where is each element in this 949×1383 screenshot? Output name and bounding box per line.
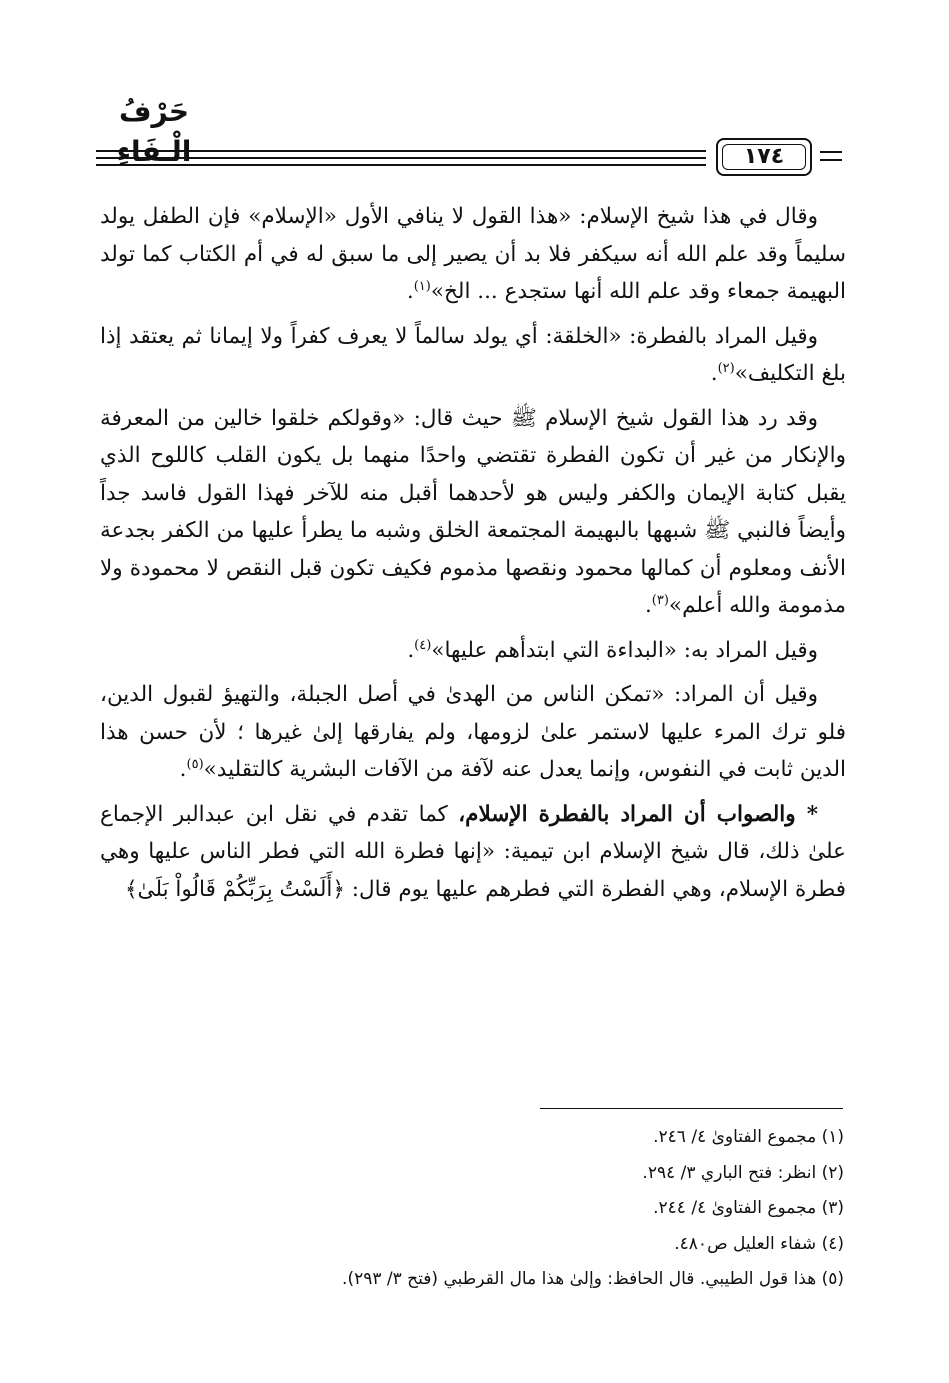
footnote-ref: (٥): [186, 756, 204, 772]
header-rule-tail: [820, 159, 842, 161]
paragraph-text: كما تقدم في نقل ابن عبدالبر الإجماع علىٰ ذلك، قال شيخ الإسلام ابن تيمية: «إنها فطرة الله التي فطر الناس عليها وهي فطرة الإسلام، وهي الفطرة التي فطرهم عليها يوم قال: ﴿أَلَسْتُ بِرَبِّكُمْ قَالُواْ بَلَىٰ﴾: [100, 801, 846, 902]
footnote: (٤) شفاء العليل ص٤٨٠.: [674, 1233, 844, 1254]
paragraph-text: وقيل المراد به: «البداءة التي ابتدأهم عليها»: [431, 637, 818, 663]
footnote-ref: (١): [413, 278, 431, 294]
paragraph: [100, 198, 846, 311]
footnote-ref: (٣): [651, 592, 669, 608]
main-text: [100, 198, 846, 908]
paragraph-text: وقيل المراد بالفطرة: «الخلقة: أي يولد سالماً لا يعرف كفراً ولا إيمانا ثم يعتقد إذا بلغ التكليف»: [100, 323, 846, 386]
header-rule-line: [96, 150, 706, 152]
header-rule-tail: [820, 151, 842, 153]
header-rule-line: [96, 157, 706, 159]
paragraph: [100, 632, 846, 670]
paragraph: [100, 796, 846, 909]
header-rule: [96, 138, 851, 178]
page-number: ١٧٤: [743, 144, 785, 169]
page-number-frame: [716, 138, 812, 176]
footnotes: [100, 1120, 844, 1298]
footnote-divider: [540, 1108, 843, 1109]
footnote-ref: (٤): [414, 637, 432, 653]
paragraph: [100, 400, 846, 625]
paragraph-end: .: [407, 637, 415, 663]
paragraph-end: .: [406, 279, 414, 304]
paragraph: [100, 318, 846, 393]
paragraph-end: .: [179, 757, 187, 782]
header-rule-line: [96, 164, 706, 166]
footnote-ref: (٢): [717, 360, 735, 376]
paragraph-end: .: [644, 593, 652, 618]
chapter-title: حَرْفُ الْـفَاءِ: [116, 95, 192, 168]
paragraph: [100, 676, 846, 789]
footnote: (٢) انظر: فتح الباري ٣/ ٢٩٤.: [642, 1162, 844, 1183]
paragraph-text: وقال في هذا شيخ الإسلام: «هذا القول لا ينافي الأول «الإسلام» فإن الطفل يولد سليماً وقد علم الله أنه سيكفر فلا بد أن يصير إلى ما سبق له في أم الكتاب كما تولد البهيمة جمعاء وقد علم الله أنها ستجدع ... الخ»: [100, 204, 846, 304]
footnote: (٣) مجموع الفتاوىٰ ٤/ ٢٤٤.: [653, 1198, 844, 1218]
footnote: (١) مجموع الفتاوىٰ ٤/ ٢٤٦.: [653, 1127, 844, 1147]
paragraph-text: وقيل أن المراد: «تمكن الناس من الهدىٰ في أصل الجبلة، والتهيؤ لقبول الدين، فلو ترك المرء عليها لاستمر علىٰ لزومها، ولم يفارقها إلىٰ غيرها ؛ لأن حسن هذا الدين ثابت في النفوس، وإنما يعدل عنه لآفة من الآفات البشرية كالتقليد»: [100, 682, 846, 782]
paragraph-text: وقد رد هذا القول شيخ الإسلام ﷺ حيث قال: «وقولكم خلقوا خالين من المعرفة والإنكار من غير أن تكون الفطرة تقتضي واحدًا منهما بل يكون القلب كاللوح الذي يقبل كتابة الإيمان والكفر وليس هو لأحدهما أقبل منه للآخر فهذا القول فاسد جداً وأيضاً فالنبي ﷺ شبهها بالبهيمة المجتمعة الخلق وشبه ما يطرأ عليها من الكفر بجدعة الأنف ومعلوم أن كمالها محمود ونقصها مذموم فكيف تكون قبل النقص لا محمودة ولا مذمومة والله أعلم»: [100, 405, 846, 618]
footnote: (٥) هذا قول الطيبي. قال الحافظ: وإلىٰ هذا مال القرطبي (فتح ٣/ ٢٩٣).: [342, 1269, 844, 1289]
paragraph-bold-lead: * والصواب أن المراد بالفطرة الإسلام،: [458, 801, 818, 827]
paragraph-end: .: [710, 361, 718, 386]
